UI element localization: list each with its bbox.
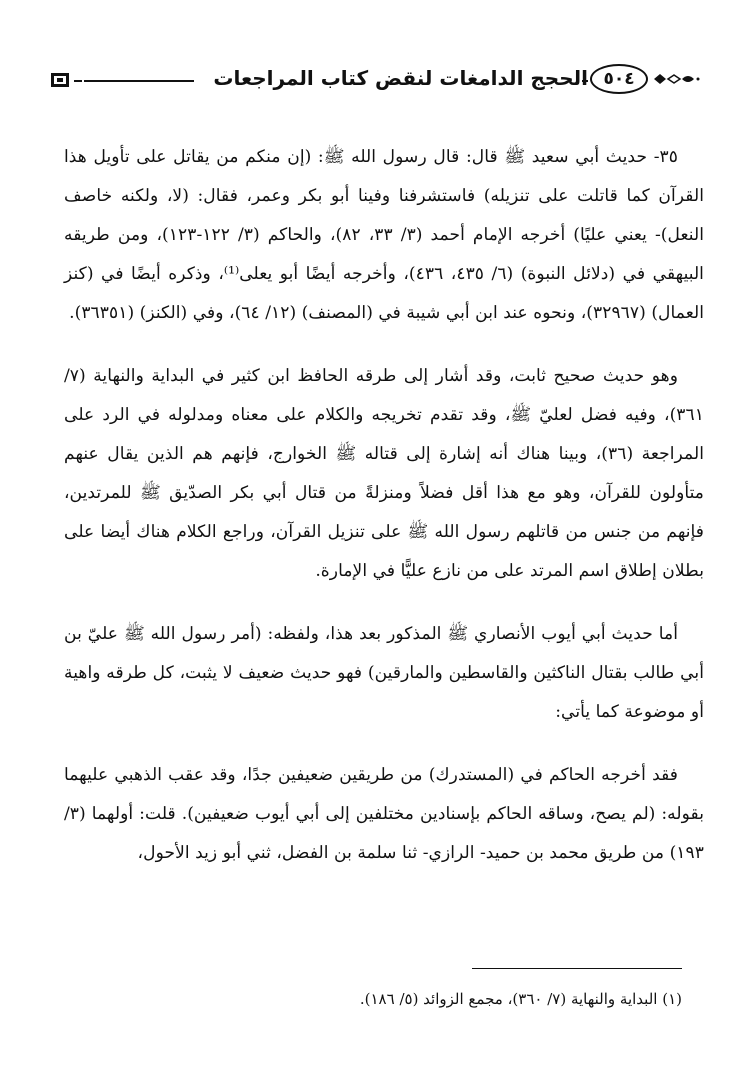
book-icon <box>50 70 70 90</box>
page-title: الحجج الدامغات لنقض كتاب المراجعات <box>213 66 588 90</box>
header-rule <box>84 80 194 82</box>
paragraph: أما حديث أبي أيوب الأنصاري ﷺ المذكور بعد هذا، ولفظه: (أمر رسول الله ﷺ عليّ بن أبي طالب بقتال الناكثين والقاسطين والمارقين) فهو حديث ضعيف لا يثبت، كل طرقه واهية أو موضوعة كما يأتي: <box>64 624 704 722</box>
page-number: ٥٠٤ <box>590 64 648 94</box>
paragraph: وهو حديث صحيح ثابت، وقد أشار إلى طرقه الحافظ ابن كثير في البداية والنهاية (٧/ ٣٦١)، وفيه فضل لعليّ ﷺ، وقد تقدم تخريجه والكلام على معناه ومدلوله في الرد على المراجعة (٣٦)، وبينا هناك أنه إشارة إلى قتاله ﷺ الخوارج، فإنهم هم الذين يقال عنهم متأولون للقرآن، وهو مع هذا أقل فضلاً ومنزلةً من قتال أبي بكر الصدّيق ﷺ للمرتدين، فإنهم من جنس من قاتلهم رسول الله ﷺ على تنزيل القرآن، وراجع الكلام هناك أيضا على بطلان إطلاق اسم المرتد على من نازع عليًّا في الإمارة. <box>64 366 704 581</box>
running-header <box>50 62 700 102</box>
main-text <box>64 138 704 897</box>
header-divider <box>74 80 82 82</box>
footnote: (١) البداية والنهاية (٧/ ٣٦٠)، مجمع الزوائد (٥/ ١٨٦). <box>359 990 682 1008</box>
paragraph: ٣٥- حديث أبي سعيد ﷺ قال: قال رسول الله ﷺ: (إن منكم من يقاتل على تأويل هذا القرآن كما قاتلت على تنزيله) فاستشرفنا وفينا أبو بكر وعمر، فقال: (لا، ولكنه خاصف النعل)- يعني عليًا) أخرجه الإمام أحمد (٣/ ٣٣، ٨٢)، والحاكم (٣/ ١٢٢-١٢٣)، ومن طريقه البيهقي في (دلائل النبوة) (٦/ ٤٣٥، ٤٣٦)، وأخرجه أيضًا أبو يعلى⁽¹⁾، وذكره أيضًا في (كنز العمال) (٣٢٩٦٧)، ونحوه عند ابن أبي شيبة في (المصنف) (١٢/ ٦٤)، وفي (الكنز) (٣٦٣٥١). <box>64 147 704 323</box>
footnote-divider <box>472 968 682 969</box>
ornament-icon <box>652 72 700 86</box>
paragraph: فقد أخرجه الحاكم في (المستدرك) من طريقين ضعيفين جدًا، وقد عقب الذهبي عليهما بقوله: (لم يصح، وساقه الحاكم بإسنادين مختلفين إلى أبي أيوب ضعيفين). قلت: أولهما (٣/ ١٩٣) من طريق محمد بن حميد- الرازي- ثنا سلمة بن الفضل، ثني أبو زيد الأحول، <box>64 765 704 863</box>
